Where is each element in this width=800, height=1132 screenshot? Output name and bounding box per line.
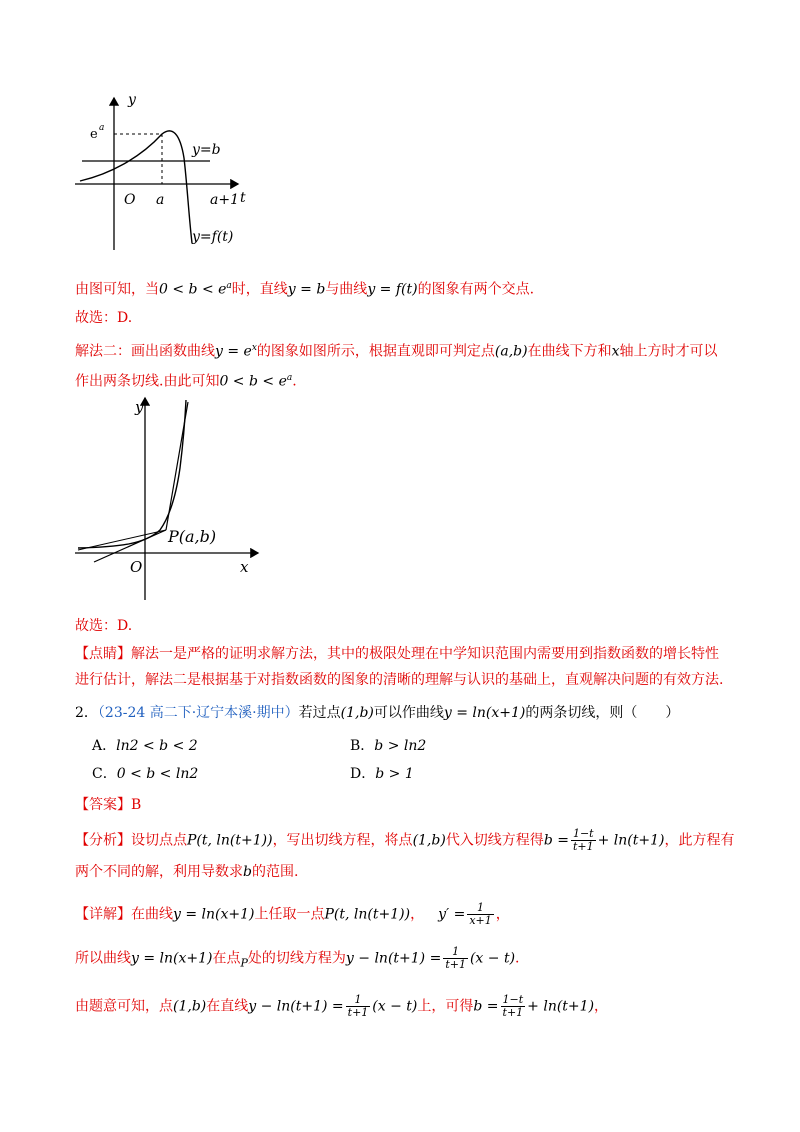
fig1-a1-label: a+1 [210,192,239,208]
text: 解法二：画出函数曲线 [75,343,215,360]
analysis-line-2 [75,862,298,882]
option-b[interactable] [350,736,426,756]
text: 轴上方时才可以 [619,343,718,360]
comment-line-2: 进行估计，解法二是根据基于对指数函数的图象的清晰的理解与认识的基础上，直观解决问题的有效方法. [75,672,724,688]
conclusion-line-1 [75,276,534,300]
text: . [515,950,520,967]
question-number: 2． [75,705,98,721]
fig2-y-label: y [135,398,144,416]
option-label: D． [350,766,376,782]
math-sup: a [286,373,293,383]
choose-d-line-1: 故选：D. [75,310,133,326]
math: x [611,343,620,360]
text: 两个不同的解，利用导数求 [75,864,243,880]
text: 的两条切线，则（ ） [525,705,680,721]
text: 在直线 [206,998,249,1015]
analysis-line-1 [75,828,734,853]
text: 处的切线方程为 [247,950,346,967]
option-label: B． [350,738,375,754]
math-sup: x [251,343,257,353]
fig2-curve-exp [78,400,186,548]
numerator: 1 [443,946,468,959]
answer-line [75,795,141,815]
numerator: 1−t [502,993,524,1006]
math: b [243,864,252,880]
math: + ln(t+1) [527,998,595,1015]
text: 若过点 [298,705,341,721]
comment-line-1 [75,644,719,664]
fraction [443,946,468,971]
text: 时，直线 [231,281,288,298]
fig1-ea-label: e [90,127,98,142]
text: 代入切线方程得 [445,832,544,849]
fig2-x-label: x [240,558,249,576]
final-line [75,994,608,1019]
math: 0 < b < e [159,281,227,298]
text: 所以曲线 [75,950,131,967]
math: b = [543,832,569,849]
fig1-ea-sup: a [99,123,105,133]
math: y = f(t) [367,281,418,298]
denominator: t+1 [502,1006,524,1019]
denominator: t+1 [572,840,594,853]
math: (1,b) [173,998,207,1015]
text: . [292,373,297,390]
text: ，此方程有 [664,832,735,849]
method-two-line-2 [75,368,297,392]
math: y − ln(t+1) = [345,950,442,967]
option-text: ln2 < b < 2 [116,738,198,754]
option-d[interactable] [350,764,414,784]
figure-1-graph [70,88,250,253]
method-two-line-1 [75,338,718,362]
fig1-yf-label: y=f(t) [192,229,234,245]
text: 的图象有两个交点. [417,281,535,298]
numerator: 1 [467,902,493,915]
fig1-t-label: t [240,190,246,206]
text: 在曲线 [131,906,173,923]
text: 的图象如图所示，根据直观即可判定点 [256,343,495,360]
answer-tag: 【答案】 [75,797,131,813]
math: P [240,956,248,970]
numerator: 1−t [572,827,594,840]
math: P(t, ln(t+1)) [187,832,273,849]
math: y = e [215,343,252,360]
fraction [467,902,493,927]
question-source: （23-24 高二下·辽宁本溪·期中） [97,705,299,721]
denominator: t+1 [347,1006,369,1019]
math: y = b [287,281,326,298]
tangent-line-eq [75,946,519,974]
math: (a,b) [494,343,528,360]
text: 由题意可知，点 [75,998,173,1015]
option-text: b > ln2 [374,738,427,754]
fig2-tangent-lower [78,530,166,550]
text: ，写出切线方程，将点 [272,832,413,849]
option-a[interactable] [92,736,198,756]
text: 在点 [212,950,241,967]
answer-value: B [131,797,142,813]
math-sup: a [226,281,232,291]
fig1-y-label: y [128,92,136,108]
math: b = [473,998,499,1015]
fig1-curve-f [80,131,192,243]
option-c[interactable] [92,764,198,784]
text: 在曲线下方和 [527,343,612,360]
math: y = ln(x+1) [131,950,213,967]
math: (x − t) [469,950,516,967]
option-text: b > 1 [375,766,414,782]
comment-tag: 【点睛】 [75,646,131,662]
fraction [501,994,526,1019]
text: 作出两条切线.由此可知 [75,373,220,390]
math: y′ = [438,906,466,923]
fig1-a-label: a [156,192,165,208]
math: (1,b) [412,832,446,849]
text: 的范围. [251,864,299,880]
fraction [346,994,371,1019]
text: 解法一是严格的证明求解方法，其中的极限处理在中学知识范围内需要用到指数函数的增长特性 [131,646,719,662]
math: y = ln(x+1) [443,705,526,721]
text: ， [410,906,425,923]
fig2-tangent-2 [166,402,188,530]
text: 与曲线 [325,281,368,298]
text: ， [594,998,609,1015]
option-label: C． [92,766,117,782]
math: y = ln(x+1) [173,906,255,923]
math: + ln(t+1) [597,832,665,849]
text: 设切点点 [131,832,187,849]
figure-2-graph [70,392,270,604]
math: (1,b) [340,705,374,721]
text: ， [495,906,510,923]
text: 上任取一点 [254,906,325,923]
fig1-origin-label: O [124,192,136,208]
detail-line-1 [75,902,510,927]
math: y − ln(t+1) = [248,998,344,1015]
fig2-point-label: P(a,b) [168,527,217,546]
math: 0 < b < e [219,373,287,390]
detail-tag: 【详解】 [75,906,131,923]
fig2-origin-label: O [130,558,143,576]
option-label: A． [92,738,117,754]
math: (x − t) [372,998,418,1015]
fig1-yb-label: y=b [192,142,221,158]
fraction [571,828,596,853]
choose-d-line-2: 故选：D. [75,618,133,634]
denominator: x+1 [469,914,492,927]
numerator: 1 [346,994,371,1007]
denominator: t+1 [445,958,466,971]
analysis-tag: 【分析】 [75,832,131,849]
math: P(t, ln(t+1)) [324,906,411,923]
text: 可以作曲线 [373,705,444,721]
text: 由图可知，当 [75,281,159,298]
question-2-stem [75,703,679,723]
option-text: 0 < b < ln2 [116,766,199,782]
text: 上，可得 [417,998,474,1015]
